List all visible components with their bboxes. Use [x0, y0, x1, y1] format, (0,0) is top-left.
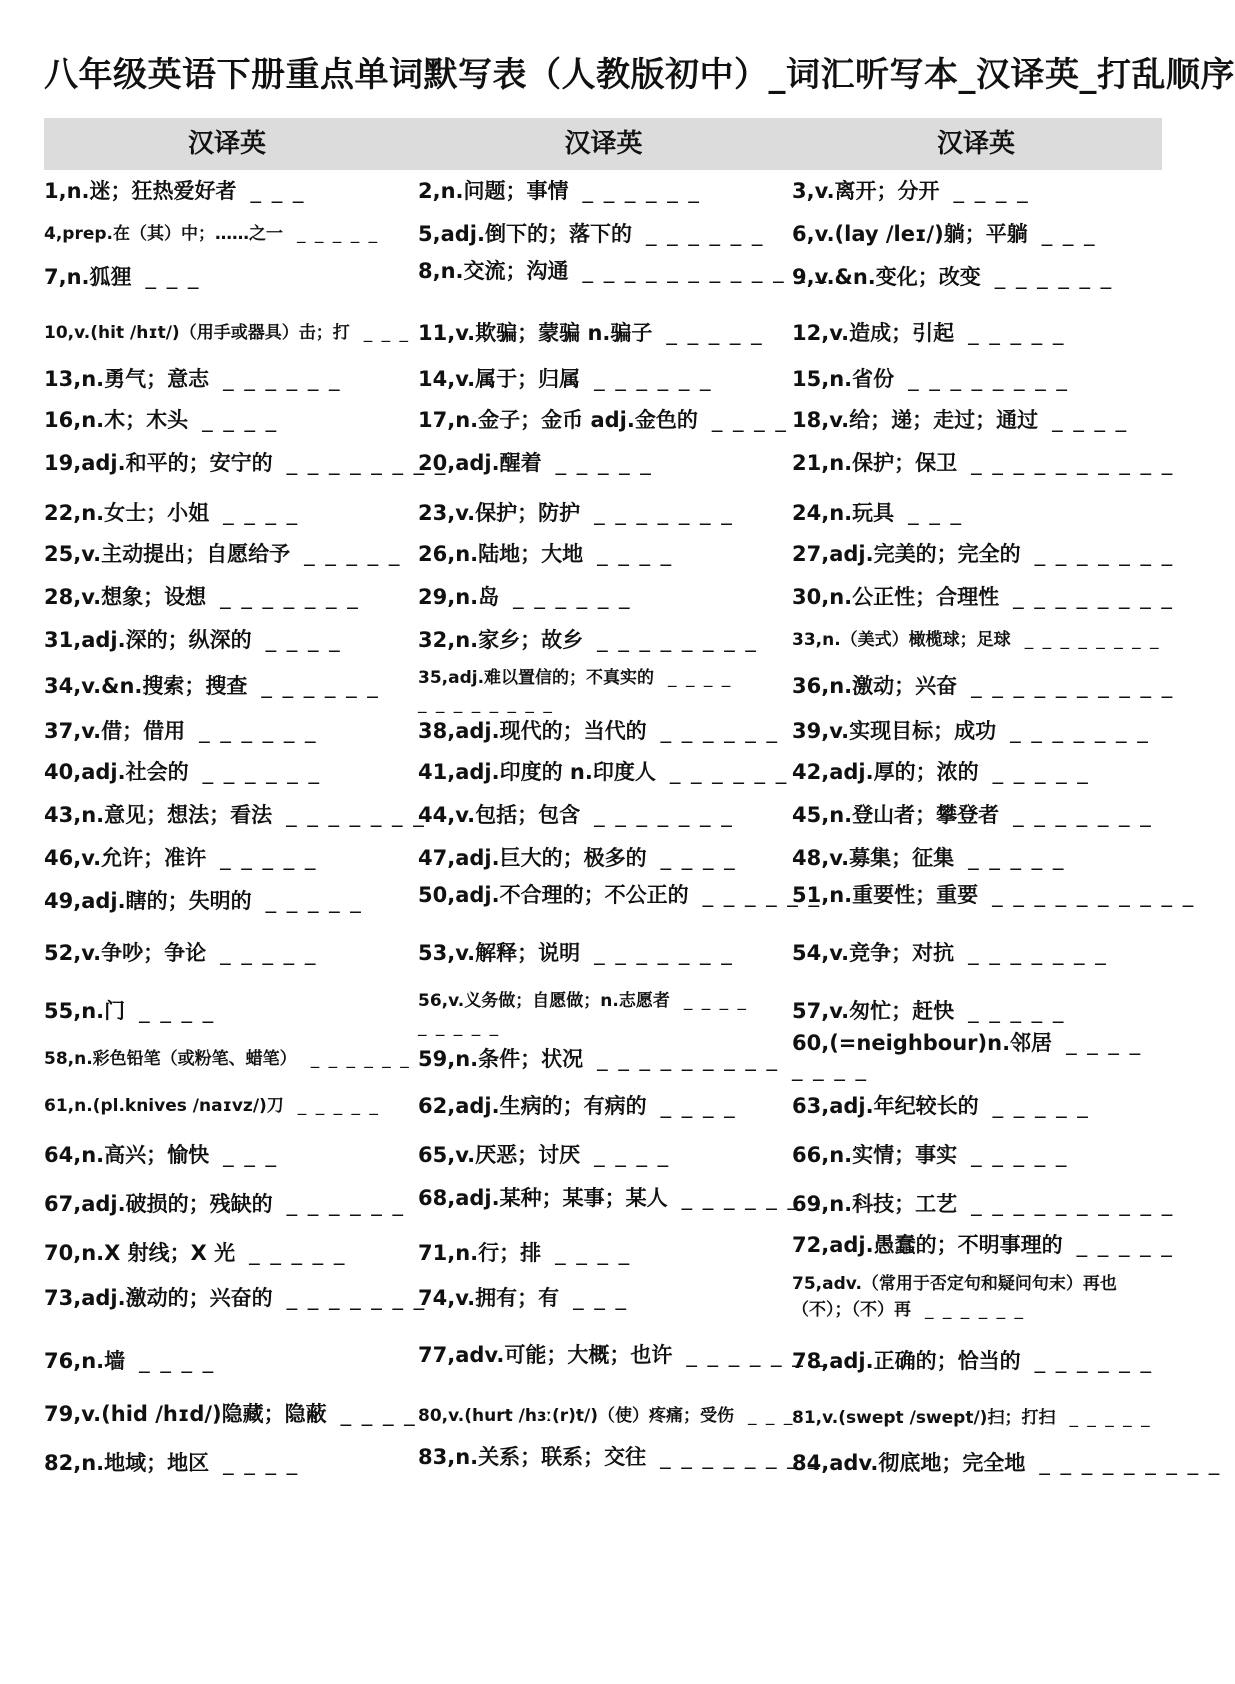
vocab-item	[792, 450, 1174, 476]
vocab-prompt: 20,adj.醒着	[418, 451, 542, 475]
vocab-prompt: 60,(=neighbour)n.邻居	[792, 1031, 1053, 1055]
vocab-item	[418, 1444, 821, 1470]
vocab-item	[44, 888, 363, 914]
vocab-prompt: 9,v.&n.变化；改变	[792, 265, 981, 289]
answer-blank[interactable]: _ _ _	[748, 1406, 795, 1426]
vocab-prompt: 38,adj.现代的；当代的	[418, 719, 647, 743]
vocab-item	[44, 1285, 426, 1311]
vocab-prompt: 83,n.关系；联系；交往	[418, 1445, 647, 1469]
answer-blank[interactable]: _ _ _	[1041, 222, 1097, 246]
vocab-prompt: 50,adj.不合理的；不公正的	[418, 883, 689, 907]
answer-blank[interactable]: _ _ _ _ _	[249, 1241, 347, 1265]
answer-blank[interactable]: _ _ _ _ _ _	[925, 1300, 1026, 1320]
vocab-item	[418, 366, 713, 392]
answer-blank[interactable]: _ _ _ _ _	[555, 451, 653, 475]
answer-blank[interactable]: _ _ _ _ _ _	[513, 585, 632, 609]
table-header	[44, 118, 1162, 170]
answer-blank[interactable]: _ _ _ _ _ _	[223, 367, 342, 391]
answer-blank[interactable]: _ _ _ _ _ _ _	[1034, 542, 1175, 566]
vocab-item	[418, 1403, 794, 1429]
answer-blank[interactable]: _ _ _ _	[139, 999, 216, 1023]
vocab-item	[44, 500, 299, 526]
vocab-prompt: 82,n.地域；地区	[44, 1451, 210, 1475]
vocab-item	[418, 1093, 737, 1119]
vocab-item	[418, 759, 788, 785]
vocab-item	[792, 1271, 1152, 1323]
vocab-prompt: 37,v.借；借用	[44, 719, 186, 743]
vocab-item	[418, 1240, 631, 1266]
answer-blank[interactable]: _ _ _ _ _ _ _	[681, 1186, 822, 1210]
vocab-item	[418, 882, 821, 908]
vocab-item	[418, 407, 788, 433]
answer-blank[interactable]: _ _ _ _ _	[304, 542, 402, 566]
vocab-prompt: 49,adj.瞎的；失明的	[44, 889, 252, 913]
answer-blank[interactable]: _ _ _ _ _ _ _	[286, 1286, 427, 1310]
answer-blank[interactable]: _ _ _ _ _	[220, 846, 318, 870]
answer-blank[interactable]: _ _ _ _ _ _ _	[220, 585, 360, 609]
vocab-item	[792, 1348, 1153, 1374]
vocab-prompt: 5,adj.倒下的；落下的	[418, 222, 632, 246]
answer-blank[interactable]: _ _ _ _ _ _	[645, 222, 765, 246]
answer-blank[interactable]: _ _ _ _ _ _ _	[286, 803, 426, 827]
column-header: 汉译英	[564, 129, 643, 159]
vocab-prompt: 52,v.争吵；争论	[44, 941, 207, 965]
answer-blank[interactable]: _ _ _ _	[660, 846, 737, 870]
answer-blank[interactable]: _ _ _ _ _ _ _ _ _	[418, 991, 749, 1037]
vocab-prompt: 61,n.(pl.knives /naɪvz/)刀	[44, 1096, 284, 1116]
vocab-item	[418, 178, 701, 204]
vocab-prompt: 80,v.(hurt /hɜː(r)t/)（使）疼痛；受伤	[418, 1406, 735, 1426]
vocab-item	[44, 940, 317, 966]
vocab-item	[418, 500, 734, 526]
vocab-item	[44, 1348, 215, 1374]
answer-blank[interactable]: _ _ _ _ _ _	[582, 179, 701, 203]
vocab-item	[792, 221, 1097, 247]
vocab-prompt: 78,adj.正确的；恰当的	[792, 1349, 1021, 1373]
vocab-prompt: 26,n.陆地；大地	[418, 542, 584, 566]
answer-blank[interactable]: _ _ _	[145, 265, 201, 289]
vocab-item	[44, 627, 342, 653]
vocab-prompt: 62,adj.生病的；有病的	[418, 1094, 647, 1118]
vocab-item	[792, 320, 1065, 346]
vocab-item	[792, 366, 1069, 392]
vocab-prompt: 77,adv.可能；大概；也许	[418, 1343, 673, 1367]
answer-blank[interactable]: _ _ _ _ _ _	[669, 760, 789, 784]
vocab-item	[418, 1342, 826, 1368]
vocab-item	[44, 1093, 380, 1119]
vocab-prompt: 72,adj.愚蠢的；不明事理的	[792, 1233, 1063, 1257]
vocab-item	[418, 845, 737, 871]
answer-blank[interactable]: _ _ _ _ _	[992, 760, 1090, 784]
answer-blank[interactable]: _ _ _ _ _	[968, 321, 1066, 345]
vocab-item	[418, 450, 653, 476]
answer-blank[interactable]: _ _ _ _ _ _ _ _ _ _	[971, 674, 1175, 698]
vocab-prompt: 16,n.木；木头	[44, 408, 189, 432]
vocab-prompt: 24,n.玩具	[792, 501, 895, 525]
vocab-prompt: 56,v.义务做；自愿做；n.志愿者	[418, 991, 670, 1011]
answer-blank[interactable]: _ _ _ _ _ _	[594, 367, 713, 391]
vocab-prompt: 48,v.募集；征集	[792, 846, 955, 870]
vocab-item	[418, 1046, 779, 1072]
vocab-prompt: 36,n.激动；兴奋	[792, 674, 958, 698]
answer-blank[interactable]: _ _ _ _ _	[1076, 1233, 1174, 1257]
answer-blank[interactable]: _ _ _ _ _	[220, 941, 318, 965]
answer-blank[interactable]: _ _ _ _ _ _ _ _	[1013, 585, 1174, 609]
vocab-item	[44, 178, 305, 204]
vocab-item	[418, 221, 764, 247]
vocab-item	[792, 940, 1108, 966]
vocab-prompt: 65,v.厌恶；讨厌	[418, 1143, 581, 1167]
vocab-prompt: 68,adj.某种；某事；某人	[418, 1186, 668, 1210]
vocab-item	[792, 845, 1065, 871]
vocab-item	[792, 178, 1030, 204]
vocab-prompt: 40,adj.社会的	[44, 760, 189, 784]
answer-blank[interactable]: _ _ _ _ _ _ _ _	[1024, 630, 1161, 650]
vocab-item	[792, 1093, 1090, 1119]
vocab-item	[792, 759, 1090, 785]
vocab-prompt: 42,adj.厚的；浓的	[792, 760, 979, 784]
vocab-item	[418, 988, 763, 1040]
vocab-item	[44, 1240, 346, 1266]
vocab-item	[792, 802, 1153, 828]
vocab-item	[44, 1450, 299, 1476]
vocab-item	[418, 940, 734, 966]
vocab-item	[418, 258, 849, 284]
answer-blank[interactable]: _ _ _ _ _ _ _ _ _ _	[992, 883, 1196, 907]
answer-blank[interactable]: _ _ _ _ _	[1069, 1408, 1152, 1428]
vocab-item	[44, 718, 318, 744]
answer-blank[interactable]: _ _ _ _ _ _ _ _	[660, 1445, 821, 1469]
vocab-prompt: 39,v.实现目标；成功	[792, 719, 997, 743]
column-header: 汉译英	[936, 129, 1015, 159]
vocab-prompt: 12,v.造成；引起	[792, 321, 955, 345]
vocab-prompt: 27,adj.完美的；完全的	[792, 542, 1021, 566]
answer-blank[interactable]: _ _ _ _	[555, 1241, 632, 1265]
vocab-item	[792, 718, 1150, 744]
answer-blank[interactable]: _ _ _ _ _ _ _	[686, 1343, 826, 1367]
vocab-prompt: 46,v.允许；准许	[44, 846, 207, 870]
vocab-prompt: 58,n.彩色铅笔（或粉笔、蜡笔）	[44, 1049, 297, 1069]
vocab-prompt: 79,v.(hid /hɪd/)隐藏；隐蔽	[44, 1402, 327, 1426]
vocab-item	[44, 759, 321, 785]
vocab-item	[418, 584, 632, 610]
vocab-prompt: 18,v.给；递；走过；通过	[792, 408, 1039, 432]
answer-blank[interactable]: _ _ _ _	[265, 628, 342, 652]
vocab-item	[418, 665, 748, 717]
answer-blank[interactable]: _ _ _ _ _ _ _ _ _	[1039, 1451, 1222, 1475]
vocab-item	[44, 584, 360, 610]
answer-blank[interactable]: _ _ _ _ _ _ _	[594, 803, 734, 827]
vocab-item	[44, 802, 426, 828]
vocab-item	[792, 1191, 1174, 1217]
vocab-item	[418, 718, 779, 744]
vocab-prompt: 32,n.家乡；故乡	[418, 628, 584, 652]
answer-blank[interactable]: _ _ _ _ _ _ _	[594, 501, 734, 525]
vocab-prompt: 66,n.实情；事实	[792, 1143, 958, 1167]
answer-blank[interactable]: _ _ _ _ _ _ _ _	[792, 1031, 1143, 1081]
vocab-prompt: 11,v.欺骗；蒙骗 n.骗子	[418, 321, 653, 345]
vocab-prompt: 47,adj.巨大的；极多的	[418, 846, 647, 870]
vocab-prompt: 21,n.保护；保卫	[792, 451, 958, 475]
vocab-prompt: 17,n.金子；金币 adj.金色的	[418, 408, 698, 432]
vocab-prompt: 57,v.匆忙；赶快	[792, 999, 955, 1023]
vocab-item	[44, 221, 379, 247]
vocab-prompt: 35,adj.难以置信的；不真实的	[418, 668, 655, 688]
vocab-prompt: 29,n.岛	[418, 585, 500, 609]
vocab-prompt: 55,n.门	[44, 999, 126, 1023]
vocab-prompt: 6,v.(lay /leɪ/)躺；平躺	[792, 222, 1028, 246]
answer-blank[interactable]: _ _ _	[363, 323, 411, 343]
vocab-item	[418, 802, 734, 828]
vocab-prompt: 22,n.女士；小姐	[44, 501, 210, 525]
answer-blank[interactable]: _ _ _ _ _ _ _ _ _ _ _ _	[418, 668, 733, 714]
vocab-item	[44, 998, 215, 1024]
answer-blank[interactable]: _ _ _ _	[202, 408, 279, 432]
answer-blank[interactable]: _ _ _ _ _ _ _ _ _ _	[971, 1192, 1175, 1216]
vocab-item	[418, 320, 764, 346]
vocab-prompt: 3,v.离开；分开	[792, 179, 940, 203]
answer-blank[interactable]: _ _ _ _ _	[297, 1096, 380, 1116]
vocab-prompt: 81,v.(swept /swept/)扫；打扫	[792, 1408, 1056, 1428]
vocab-item	[792, 882, 1195, 908]
vocab-item	[792, 1030, 1152, 1082]
vocab-item	[418, 541, 673, 567]
vocab-item	[418, 1142, 670, 1168]
answer-blank[interactable]: _ _ _ _ _	[265, 889, 363, 913]
vocab-item	[418, 1185, 821, 1211]
vocab-item	[44, 320, 410, 346]
answer-blank[interactable]: _ _ _ _	[594, 1143, 671, 1167]
vocab-prompt: 2,n.问题；事情	[418, 179, 569, 203]
vocab-prompt: 74,v.拥有；有	[418, 1286, 560, 1310]
answer-blank[interactable]: _ _ _ _ _ _	[261, 674, 380, 698]
answer-blank[interactable]: _ _ _ _ _	[968, 999, 1066, 1023]
answer-blank[interactable]: _ _ _ _ _ _	[1034, 1349, 1153, 1373]
column-header: 汉译英	[187, 129, 266, 159]
vocab-item	[44, 1401, 417, 1427]
vocab-item	[792, 1405, 1152, 1431]
vocab-prompt: 45,n.登山者；攀登者	[792, 803, 1000, 827]
answer-blank[interactable]: _ _ _	[908, 501, 963, 525]
vocab-prompt: 51,n.重要性；重要	[792, 883, 979, 907]
vocab-prompt: 84,adv.彻底地；完全地	[792, 1451, 1026, 1475]
answer-blank[interactable]: _ _ _ _ _	[992, 1094, 1090, 1118]
vocab-prompt: 41,adj.印度的 n.印度人	[418, 760, 656, 784]
answer-blank[interactable]: _ _ _ _ _ _ _ _	[286, 451, 448, 475]
answer-blank[interactable]: _ _ _ _ _ _	[702, 883, 821, 907]
answer-blank[interactable]: _ _ _ _	[1052, 408, 1129, 432]
page-title: 八年级英语下册重点单词默写表（人教版初中）_词汇听写本_汉译英_打乱顺序	[44, 55, 1235, 95]
vocab-item	[44, 366, 342, 392]
answer-blank[interactable]: _ _ _ _ _ _	[994, 265, 1114, 289]
vocab-prompt: 76,n.墙	[44, 1349, 126, 1373]
vocab-prompt: 75,adv.（常用于否定句和疑问句末）再也（不）；（不）再	[792, 1274, 1117, 1320]
vocab-prompt: 7,n.狐狸	[44, 265, 132, 289]
vocab-item	[792, 1232, 1174, 1258]
vocab-prompt: 67,adj.破损的；残缺的	[44, 1192, 273, 1216]
vocab-prompt: 14,v.属于；归属	[418, 367, 581, 391]
vocab-item	[44, 673, 380, 699]
vocab-item	[792, 627, 1161, 653]
answer-blank[interactable]: _ _ _ _	[711, 408, 788, 432]
answer-blank[interactable]: _ _ _ _ _	[666, 321, 764, 345]
vocab-item	[792, 1142, 1068, 1168]
answer-blank[interactable]: _ _ _ _ _ _ _ _	[908, 367, 1069, 391]
vocab-item	[792, 264, 1113, 290]
vocab-item	[792, 500, 963, 526]
answer-blank[interactable]: _ _ _ _ _	[297, 224, 380, 244]
vocab-item	[418, 627, 758, 653]
answer-blank[interactable]: _ _ _ _	[660, 1094, 737, 1118]
vocab-item	[44, 845, 317, 871]
vocab-prompt: 28,v.想象；设想	[44, 585, 207, 609]
vocab-item	[44, 264, 200, 290]
vocab-prompt: 54,v.竞争；对抗	[792, 941, 955, 965]
vocab-prompt: 53,v.解释；说明	[418, 941, 581, 965]
answer-blank[interactable]: _ _ _ _	[340, 1402, 417, 1426]
answer-blank[interactable]: _ _ _ _ _ _ _ _ _ _	[971, 451, 1175, 475]
vocab-item	[44, 1046, 411, 1072]
vocab-prompt: 43,n.意见；想法；看法	[44, 803, 273, 827]
answer-blank[interactable]: _ _ _ _ _ _ _	[594, 941, 734, 965]
answer-blank[interactable]: _ _ _ _ _ _ _ _ _ _ _ _ _	[582, 259, 850, 283]
vocab-prompt: 4,prep.在（其）中；……之一	[44, 224, 283, 244]
vocab-item	[792, 407, 1128, 433]
vocab-item	[792, 998, 1065, 1024]
answer-blank[interactable]: _ _ _ _ _ _	[660, 719, 779, 743]
answer-blank[interactable]: _ _ _	[573, 1286, 629, 1310]
answer-blank[interactable]: _ _ _ _	[953, 179, 1030, 203]
answer-blank[interactable]: _ _ _ _	[597, 542, 674, 566]
vocab-prompt: 73,adj.激动的；兴奋的	[44, 1286, 273, 1310]
answer-blank[interactable]: _ _ _ _ _	[968, 846, 1066, 870]
vocab-prompt: 70,n.X 射线；X 光	[44, 1241, 236, 1265]
vocab-prompt: 64,n.高兴；愉快	[44, 1143, 210, 1167]
vocab-prompt: 69,n.科技；工艺	[792, 1192, 958, 1216]
vocab-item	[44, 450, 447, 476]
answer-blank[interactable]: _ _ _ _	[139, 1349, 216, 1373]
vocab-prompt: 13,n.勇气；意志	[44, 367, 210, 391]
vocab-item	[792, 584, 1174, 610]
vocab-prompt: 25,v.主动提出；自愿给予	[44, 542, 291, 566]
vocab-item	[792, 673, 1174, 699]
answer-blank[interactable]: _ _ _ _ _ _ _	[1013, 803, 1153, 827]
vocab-prompt: 15,n.省份	[792, 367, 895, 391]
vocab-item	[44, 1142, 278, 1168]
vocab-item	[44, 407, 278, 433]
vocab-prompt: 34,v.&n.搜索；搜查	[44, 674, 248, 698]
answer-blank[interactable]: _ _ _	[223, 1143, 278, 1167]
vocab-prompt: 71,n.行；排	[418, 1241, 542, 1265]
vocab-prompt: 44,v.包括；包含	[418, 803, 581, 827]
answer-blank[interactable]: _ _ _ _ _ _ _ _	[597, 628, 758, 652]
vocab-item	[792, 1450, 1221, 1476]
vocab-item	[44, 541, 401, 567]
vocab-prompt: 31,adj.深的；纵深的	[44, 628, 252, 652]
vocab-item	[418, 1285, 628, 1311]
vocab-prompt: 59,n.条件；状况	[418, 1047, 584, 1071]
vocab-prompt: 23,v.保护；防护	[418, 501, 581, 525]
vocab-prompt: 8,n.交流；沟通	[418, 259, 569, 283]
answer-blank[interactable]: _ _ _ _ _ _	[199, 719, 318, 743]
vocab-prompt: 30,n.公正性；合理性	[792, 585, 1000, 609]
vocab-prompt: 1,n.迷；狂热爱好者	[44, 179, 237, 203]
vocab-prompt: 10,v.(hit /hɪt/)（用手或器具）击；打	[44, 323, 350, 343]
vocab-item	[792, 541, 1174, 567]
answer-blank[interactable]: _ _ _ _ _ _	[310, 1049, 411, 1069]
vocab-prompt: 33,n.（美式）橄榄球；足球	[792, 630, 1011, 650]
vocab-prompt: 63,adj.年纪较长的	[792, 1094, 979, 1118]
answer-blank[interactable]: _ _ _ _ _ _ _	[1010, 719, 1150, 743]
answer-blank[interactable]: _ _ _ _ _	[971, 1143, 1069, 1167]
answer-blank[interactable]: _ _ _	[250, 179, 306, 203]
answer-blank[interactable]: _ _ _ _ _ _	[286, 1192, 405, 1216]
vocab-item	[44, 1191, 405, 1217]
answer-blank[interactable]: _ _ _ _ _ _ _	[968, 941, 1108, 965]
answer-blank[interactable]: _ _ _ _ _ _	[202, 760, 321, 784]
answer-blank[interactable]: _ _ _ _	[223, 1451, 300, 1475]
vocab-prompt: 19,adj.和平的；安宁的	[44, 451, 273, 475]
answer-blank[interactable]: _ _ _ _ _ _ _ _ _	[597, 1047, 780, 1071]
answer-blank[interactable]: _ _ _ _	[223, 501, 300, 525]
